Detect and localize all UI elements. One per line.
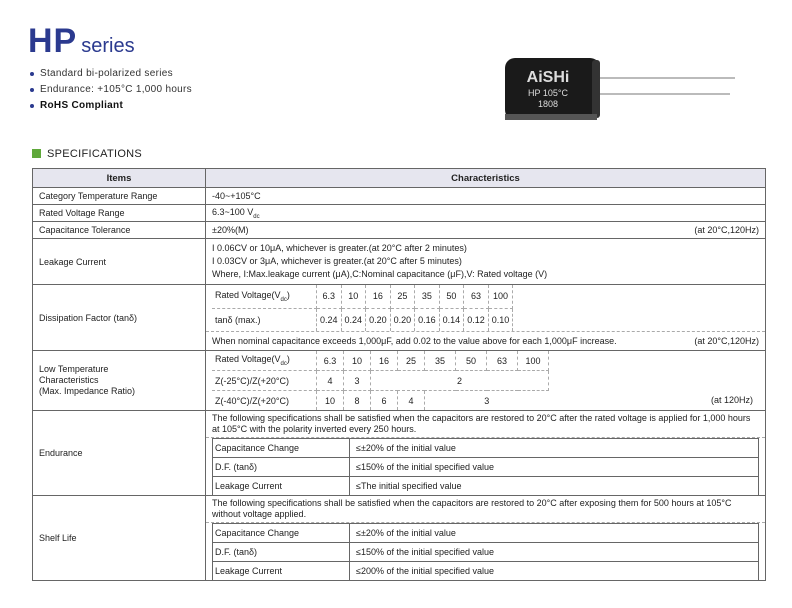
item-rated-voltage: Rated Voltage Range: [33, 205, 206, 222]
value-low-temp: Rated $Voltage(V_{dc})$ 6.3 10 16 25 35 50 63 100 Z(-25°C)/Z(+20°C) 4 3 2 Z(-40°C)/Z(+20°C) 10 8 6 4 3 (at 120Hz): [206, 351, 766, 411]
value-dissipation: Rated $Voltage(V_{dc})$ 6.3 10 16 25 35 50 63 100 tanδ (max.) 0.24 0.24 0.20 0.20 0.16 0.14 0.12 0.10 When nominal capacitance exceeds 1,000μF, add 0.02 to the value above for each 1,000μF increase. (at 20°C,120Hz): [206, 285, 766, 351]
value-shelf-life: The following specifications shall be satisfied when the capacitors are restored to 20°C after exposing them for 500 hours at 105°C without voltage applied. Capacitance Change ≤±20% of the initial value D.F. (tanδ) ≤150% of the initial specified value Leakage Current ≤200% of the initial specified value: [206, 496, 766, 581]
item-dissipation: Dissipation Factor (tanδ): [33, 285, 206, 351]
header-items: Items: [33, 169, 206, 188]
item-leakage: Leakage Current: [33, 239, 206, 285]
specifications-table: [32, 168, 766, 581]
item-low-temp: Low Temperature Characteristics (Max. Impedance Ratio): [33, 351, 206, 411]
cap-marking-2: 1808: [537, 99, 559, 109]
item-endurance: Endurance: [33, 411, 206, 496]
item-temp-range: Category Temperature Range: [33, 188, 206, 205]
feature-item-rohs: RoHS Compliant: [30, 98, 192, 114]
series-code: HP: [28, 22, 78, 60]
value-temp-range: -40~+105°C: [206, 188, 766, 205]
feature-item: Endurance: +105°C 1,000 hours: [30, 82, 192, 98]
feature-list: [30, 66, 192, 114]
item-shelf-life: Shelf Life: [33, 496, 206, 581]
capacitor-image: [500, 56, 740, 126]
header-characteristics: Characteristics: [206, 169, 766, 188]
value-rated-voltage: 6.3~100 $V_{dc}$: [206, 205, 766, 222]
brand-logo: AiSHi: [526, 69, 570, 86]
section-title: SPECIFICATIONS: [32, 148, 142, 160]
value-cap-tolerance: ±20%(M) (at 20°C,120Hz): [206, 222, 766, 239]
green-square-icon: [32, 149, 41, 158]
series-title: [28, 22, 135, 61]
feature-item: Standard bi-polarized series: [30, 66, 192, 82]
value-leakage: I 0.06CV or 10μA, whichever is greater.(at 20°C after 2 minutes) I 0.03CV or 3μA, whichever is greater.(at 20°C after 5 minutes) Where, I:Max.leakage current (μA),C:Nominal capacitance (μF),V: Rated voltage (V): [206, 239, 766, 285]
cap-marking-1: HP 105°C: [528, 88, 568, 98]
value-endurance: The following specifications shall be satisfied when the capacitors are restored to 20°C after the rated voltage is applied for 1,000 hours at 105°C with the polarity inverted every 250 hours. Capacitance Change ≤±20% of the initial value D.F. (tanδ) ≤150% of the initial specified value Leakage Current ≤The initial specified value: [206, 411, 766, 496]
item-cap-tolerance: Capacitance Tolerance: [33, 222, 206, 239]
series-word: series: [81, 35, 135, 57]
